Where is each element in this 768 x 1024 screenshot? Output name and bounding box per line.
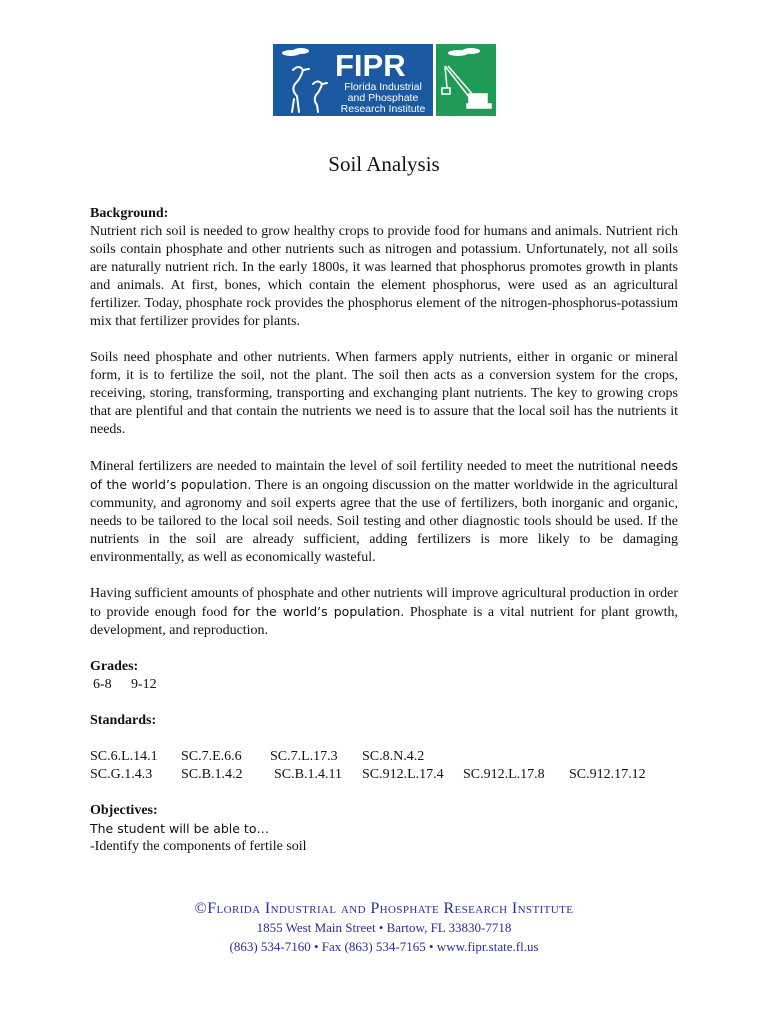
paragraph-3-part-c: There is an ongoing discussion on the matter worldwide in the agricultural community, and agronomy and soil experts agree that the use of fertilizers, both inorganic and organic, needs to be tailored to the local soil needs. Soil testing and other diagnostic tools should be used. If the nutrients in the soil are already sufficient, adding fertilizers is more likely to be damaging environmentally, as well as economically wasteful.: [90, 478, 678, 565]
standard-code: SC.8.N.4.2: [362, 749, 425, 764]
background-heading: Background:: [90, 206, 169, 221]
paragraph-4-part-b: for the world’s population.: [232, 604, 405, 619]
background-paragraph-4: [90, 585, 678, 640]
standard-code: SC.6.L.14.1: [90, 749, 158, 764]
standard-code: SC.B.1.4.11: [274, 767, 342, 782]
background-paragraph-1: Nutrient rich soil is needed to grow healthy crops to provide food for humans and animals. Nutrient rich soils contain phosphate and other nutrients such as nitrogen and potassium. Unfortunately, not all soils are naturally nutrient rich. In the early 1800s, it was learned that phosphorus promotes growth in plants and animals. At first, bones, which contain the element phosphorus, were used as an agricultural fertilizer. Today, phosphate rock provides the phosphorus element of the nitrogen-phosphorus-potassium mix that fertilizer provides for plants.: [90, 224, 678, 329]
standard-code: SC.912.17.12: [569, 767, 646, 782]
paragraph-3-part-b: needs of the world’s population.: [90, 458, 678, 492]
grades-list: [90, 676, 678, 694]
standard-code: SC.912.L.17.4: [362, 767, 444, 782]
paragraph-4-part-a: Having sufficient amounts of phosphate and other nutrients will improve agricultural production in order to provide enough food: [90, 586, 678, 620]
background-paragraph-2: Soils need phosphate and other nutrients. When farmers apply nutrients, either in organic or mineral form, it is to fertilize the soil, not the plant. The soil then acts as a conversion system for the crops, receiving, storing, transforming, transporting and exchanging plant nutrients. The key to growing crops that are plentiful and that contain the nutrients we need is to assure that the local soil has the nutrients it needs.: [90, 350, 678, 437]
logo-subtitle-2: and Phosphate: [347, 92, 419, 104]
logo-subtitle-3: Research Institute: [340, 103, 426, 115]
paragraph-4-part-c: Phosphate is a vital nutrient for plant growth, development, and reproduction.: [90, 605, 679, 638]
page-title: Soil Analysis: [328, 152, 440, 176]
background-paragraph-3: [90, 457, 678, 567]
logo-brand: FIPR: [335, 48, 406, 83]
standard-code: SC.912.L.17.8: [463, 767, 545, 782]
logo-subtitle-1: Florida Industrial: [344, 81, 422, 93]
fipr-logo: [273, 44, 496, 116]
standards-row-2: [90, 766, 678, 784]
standard-code: SC.G.1.4.3: [90, 767, 153, 782]
standards-row-1: [90, 748, 678, 766]
grade-item: 9-12: [131, 677, 157, 692]
standard-code: SC.B.1.4.2: [181, 767, 243, 782]
footer-address: 1855 West Main Street • Bartow, FL 33830-7718: [256, 920, 512, 935]
footer-organization: ©Florida Industrial and Phosphate Research Institute: [194, 900, 574, 917]
footer-contact: (863) 534-7160 • Fax (863) 534-7165 • www.fipr.state.fl.us: [229, 939, 539, 954]
grade-item: 6-8: [93, 677, 112, 692]
objectives-heading: Objectives:: [90, 803, 158, 818]
standard-code: SC.7.L.17.3: [270, 749, 338, 764]
standard-code: SC.7.E.6.6: [181, 749, 242, 764]
objectives-intro: The student will be able to…: [90, 821, 269, 836]
standards-heading: Standards:: [90, 713, 157, 728]
grades-heading: Grades:: [90, 659, 139, 674]
paragraph-3-part-a: Mineral fertilizers are needed to maintain the level of soil fertility needed to meet the nutritional: [90, 459, 641, 474]
document-body: [90, 205, 678, 856]
objective-item: -Identify the components of fertile soil: [90, 839, 307, 854]
page-footer: [0, 900, 768, 956]
